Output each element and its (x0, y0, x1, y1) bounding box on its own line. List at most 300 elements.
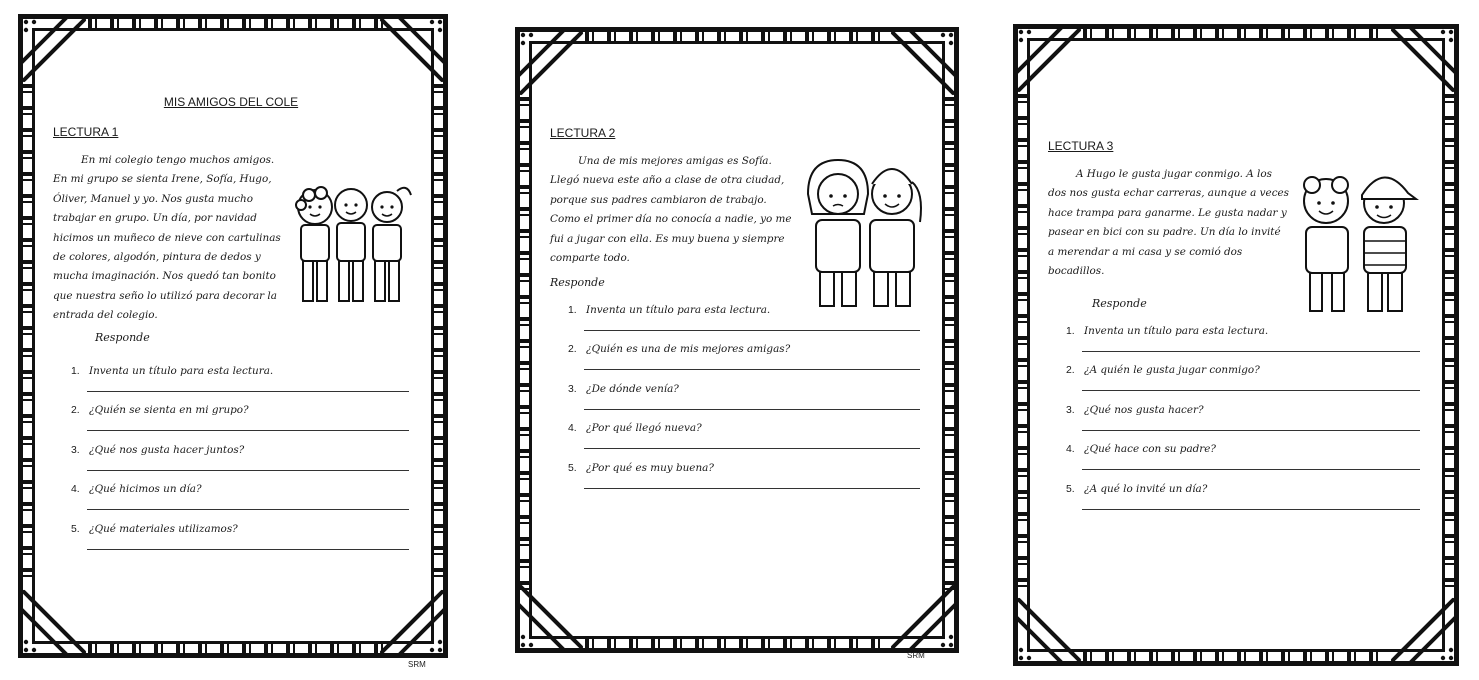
border-stripe (21, 392, 32, 396)
border-stripe (1445, 270, 1456, 274)
border-stripe (761, 639, 765, 650)
border-stripe (1376, 652, 1378, 663)
border-stripe (1090, 652, 1092, 663)
border-stripe (945, 478, 956, 480)
border-stripe (21, 135, 32, 137)
border-stripe (117, 17, 119, 28)
border-stripe (21, 216, 32, 220)
border-stripe (1281, 27, 1285, 38)
border-stripe (176, 17, 180, 28)
border-stripe (1016, 211, 1027, 213)
question-item (1066, 325, 1420, 337)
border-stripe (242, 17, 246, 28)
border-stripe (434, 546, 445, 550)
border-stripe (673, 30, 677, 41)
border-stripe (434, 333, 445, 335)
answer-line[interactable] (1082, 509, 1420, 510)
border-stripe (1016, 446, 1027, 450)
reading-heading: LECTURA 3 (1048, 139, 1114, 153)
border-stripe (1134, 27, 1136, 38)
border-stripe (1200, 27, 1202, 38)
border-stripe (739, 639, 743, 650)
border-stripe (434, 84, 445, 88)
reading-heading: LECTURA 2 (550, 126, 616, 140)
border-stripe (945, 427, 956, 431)
border-stripe (154, 17, 158, 28)
border-stripe (434, 106, 445, 110)
border-stripe (518, 449, 529, 453)
border-stripe (945, 258, 956, 260)
border-stripe (434, 348, 445, 352)
border-stripe (21, 399, 32, 401)
responde-label: Responde (1092, 297, 1147, 310)
border-stripe (21, 194, 32, 198)
border-stripe (1016, 512, 1027, 516)
border-stripe (21, 128, 32, 132)
border-stripe (434, 238, 445, 242)
question-text: ¿De dónde venía? (586, 382, 679, 395)
corner-brace (1389, 596, 1459, 666)
border-stripe (434, 553, 445, 555)
border-stripe (1445, 490, 1456, 494)
border-stripe (945, 471, 956, 475)
border-stripe (518, 163, 529, 167)
border-stripe (1445, 556, 1456, 560)
border-stripe (518, 258, 529, 260)
border-stripe (702, 30, 704, 41)
worksheet-lectura-3 (1013, 24, 1459, 666)
border-stripe (812, 639, 814, 650)
question-text: ¿A qué lo invité un día? (1084, 482, 1208, 495)
border-stripe (21, 414, 32, 418)
border-stripe (945, 368, 956, 370)
answer-line[interactable] (87, 430, 409, 431)
border-stripe (110, 644, 114, 655)
author-credit: SRM (408, 660, 426, 669)
border-stripe (1303, 652, 1307, 663)
border-stripe (945, 346, 956, 348)
answer-line[interactable] (584, 330, 920, 331)
question-number: 1. (568, 305, 577, 316)
border-stripe (636, 30, 638, 41)
border-stripe (1016, 204, 1027, 208)
answer-line[interactable] (1082, 469, 1420, 470)
border-stripe (1445, 314, 1456, 318)
border-stripe (1445, 409, 1456, 411)
border-stripe (1016, 424, 1027, 428)
question-item (71, 444, 409, 456)
answer-line[interactable] (87, 509, 409, 510)
border-stripe (1445, 585, 1456, 587)
border-stripe (1127, 652, 1131, 663)
border-stripe (518, 317, 529, 321)
question-number: 1. (71, 366, 80, 377)
border-stripe (768, 639, 770, 650)
border-stripe (434, 179, 445, 181)
border-stripe (21, 157, 32, 159)
border-stripe (1445, 475, 1456, 477)
border-stripe (1445, 138, 1456, 142)
border-stripe (205, 644, 207, 655)
border-stripe (434, 91, 445, 93)
border-stripe (1445, 101, 1456, 103)
question-item (71, 404, 409, 416)
border-stripe (1244, 27, 1246, 38)
question-number: 2. (568, 344, 577, 356)
border-stripe (518, 434, 529, 436)
border-stripe (945, 97, 956, 101)
corner-brace (1389, 24, 1459, 94)
border-stripe (293, 644, 295, 655)
border-stripe (585, 30, 589, 41)
border-stripe (1445, 145, 1456, 147)
question-item (71, 483, 409, 495)
border-stripe (227, 644, 229, 655)
border-stripe (1445, 321, 1456, 323)
border-stripe (1288, 27, 1290, 38)
border-stripe (434, 355, 445, 357)
border-stripe (21, 568, 32, 572)
border-stripe (1016, 116, 1027, 120)
border-stripe (1105, 27, 1109, 38)
border-stripe (117, 644, 119, 655)
border-stripe (849, 639, 853, 650)
border-stripe (518, 192, 529, 194)
border-stripe (1325, 27, 1329, 38)
border-stripe (1016, 255, 1027, 257)
border-stripe (249, 17, 251, 28)
border-stripe (434, 223, 445, 225)
border-stripe (518, 104, 529, 106)
border-stripe (1237, 27, 1241, 38)
border-stripe (434, 216, 445, 220)
border-stripe (945, 280, 956, 282)
border-stripe (717, 639, 721, 650)
border-stripe (434, 575, 445, 577)
question-item (71, 365, 409, 377)
border-stripe (88, 644, 92, 655)
border-stripe (607, 30, 611, 41)
border-stripe (636, 639, 638, 650)
border-stripe (1445, 402, 1456, 406)
answer-line[interactable] (87, 549, 409, 550)
border-stripe (518, 170, 529, 172)
question-text: Inventa un título para esta lectura. (1084, 325, 1269, 337)
border-stripe (21, 575, 32, 577)
border-stripe (1016, 453, 1027, 455)
answer-line[interactable] (584, 488, 920, 489)
border-stripe (629, 639, 633, 650)
border-stripe (359, 644, 361, 655)
border-stripe (1016, 343, 1027, 345)
question-item (1066, 483, 1420, 495)
border-stripe (1149, 652, 1153, 663)
border-stripe (518, 236, 529, 238)
border-stripe (945, 207, 956, 211)
border-stripe (746, 30, 748, 41)
border-stripe (1445, 343, 1456, 345)
border-stripe (434, 487, 445, 489)
border-stripe (871, 30, 875, 41)
border-stripe (1178, 652, 1180, 663)
border-stripe (827, 639, 831, 650)
border-stripe (945, 456, 956, 458)
border-stripe (945, 500, 956, 502)
border-stripe (220, 17, 224, 28)
border-stripe (21, 377, 32, 379)
page-area (1027, 38, 1445, 652)
border-stripe (21, 436, 32, 440)
border-stripe (434, 443, 445, 445)
border-stripe (518, 471, 529, 475)
border-stripe (1016, 160, 1027, 164)
border-stripe (1347, 27, 1351, 38)
border-stripe (518, 346, 529, 348)
border-stripe (592, 30, 594, 41)
border-stripe (1016, 123, 1027, 125)
question-number: 5. (568, 462, 577, 474)
border-stripe (1445, 94, 1456, 98)
border-stripe (1445, 453, 1456, 455)
border-stripe (518, 412, 529, 414)
border-stripe (518, 478, 529, 480)
border-stripe (805, 639, 809, 650)
border-stripe (945, 544, 956, 546)
border-stripe (1156, 27, 1158, 38)
border-stripe (1445, 182, 1456, 186)
corner-brace (515, 583, 585, 653)
answer-line[interactable] (1082, 430, 1420, 431)
answer-line[interactable] (584, 409, 920, 410)
border-stripe (286, 644, 290, 655)
border-stripe (434, 201, 445, 203)
border-stripe (945, 434, 956, 436)
border-stripe (1016, 358, 1027, 362)
border-stripe (1369, 652, 1373, 663)
answer-line[interactable] (584, 448, 920, 449)
border-stripe (945, 361, 956, 365)
border-stripe (1445, 541, 1456, 543)
border-stripe (1016, 490, 1027, 494)
border-stripe (945, 104, 956, 106)
corner-brace (515, 27, 585, 97)
border-stripe (518, 207, 529, 211)
border-stripe (1259, 652, 1263, 663)
border-stripe (1266, 27, 1268, 38)
border-stripe (434, 458, 445, 462)
question-text: ¿Qué hicimos un día? (89, 483, 202, 496)
border-stripe (1090, 27, 1092, 38)
border-stripe (1445, 387, 1456, 389)
border-stripe (1016, 431, 1027, 433)
border-stripe (1083, 652, 1087, 663)
border-stripe (434, 113, 445, 115)
border-stripe (1016, 277, 1027, 279)
border-stripe (434, 436, 445, 440)
border-stripe (518, 368, 529, 370)
border-stripe (1127, 27, 1131, 38)
border-stripe (1445, 380, 1456, 384)
border-stripe (518, 251, 529, 255)
border-stripe (945, 148, 956, 150)
border-stripe (21, 91, 32, 93)
border-stripe (945, 317, 956, 321)
border-stripe (1016, 336, 1027, 340)
border-stripe (1303, 27, 1307, 38)
answer-line[interactable] (87, 391, 409, 392)
answer-line[interactable] (1082, 390, 1420, 391)
border-stripe (1445, 167, 1456, 169)
border-stripe (1445, 204, 1456, 208)
border-stripe (945, 236, 956, 238)
border-stripe (1016, 585, 1027, 587)
question-number: 5. (71, 523, 80, 535)
border-stripe (1325, 652, 1329, 663)
border-stripe (176, 644, 180, 655)
border-stripe (518, 185, 529, 189)
border-stripe (518, 566, 529, 568)
border-stripe (1445, 358, 1456, 362)
reading-heading: LECTURA 1 (53, 125, 119, 139)
border-stripe (1445, 233, 1456, 235)
question-number: 5. (1066, 483, 1075, 495)
border-stripe (518, 383, 529, 387)
border-stripe (871, 639, 875, 650)
border-stripe (1016, 519, 1027, 521)
corner-brace (18, 14, 88, 84)
border-stripe (702, 639, 704, 650)
border-stripe (1016, 578, 1027, 582)
question-text: ¿Qué hace con su padre? (1084, 443, 1216, 456)
border-stripe (585, 639, 589, 650)
question-number: 1. (1066, 326, 1075, 337)
question-text: ¿Qué nos gusta hacer juntos? (89, 443, 245, 456)
question-text: ¿Qué materiales utilizamos? (89, 522, 238, 535)
border-stripe (271, 644, 273, 655)
border-stripe (434, 172, 445, 176)
border-stripe (1215, 652, 1219, 663)
border-stripe (337, 17, 339, 28)
corner-brace (378, 14, 448, 84)
border-stripe (1445, 578, 1456, 582)
border-stripe (518, 229, 529, 233)
border-stripe (945, 449, 956, 453)
border-stripe (629, 30, 633, 41)
border-stripe (945, 515, 956, 519)
border-stripe (945, 185, 956, 189)
border-stripe (518, 515, 529, 519)
border-stripe (945, 537, 956, 541)
border-stripe (945, 295, 956, 299)
border-stripe (21, 333, 32, 335)
border-stripe (434, 377, 445, 379)
border-stripe (1171, 652, 1175, 663)
answer-line[interactable] (1082, 351, 1420, 352)
question-item (568, 462, 920, 474)
question-item (568, 343, 920, 355)
border-stripe (1445, 446, 1456, 450)
border-stripe (746, 639, 748, 650)
reading-paragraph: En mi colegio tengo muchos amigos. En mi grupo se sienta Irene, Sofía, Hugo, Óliver, Manuel y yo. Nos gusta mucho trabajar en grupo. Un día, por navidad hicimos un muñeco de nieve con cartulinas de colores, algodón, pintura de dedos y mucha imaginación. Nos quedó tan bonito que nuestra seño lo utilizó para decorar la entrada del colegio. (53, 154, 281, 322)
border-stripe (434, 502, 445, 506)
border-stripe (856, 30, 858, 41)
border-stripe (1445, 365, 1456, 367)
border-stripe (614, 639, 616, 650)
answer-line[interactable] (87, 470, 409, 471)
border-stripe (183, 17, 185, 28)
border-stripe (878, 639, 880, 650)
reading-paragraph: A Hugo le gusta jugar conmigo. A los dos nos gusta echar carreras, aunque a veces hace trampa para ganarme. Le gusta nadar y pasear en bici con su padre. Un día lo invité a merendar a mi casa y se comió dos bocadillos. (1048, 168, 1289, 278)
border-stripe (434, 157, 445, 159)
border-stripe (110, 17, 114, 28)
border-stripe (1016, 402, 1027, 406)
answer-line[interactable] (584, 369, 920, 370)
border-stripe (1016, 145, 1027, 147)
border-stripe (518, 559, 529, 563)
border-stripe (945, 126, 956, 128)
border-stripe (518, 361, 529, 365)
border-stripe (1134, 652, 1136, 663)
border-stripe (945, 251, 956, 255)
border-stripe (21, 289, 32, 291)
border-stripe (1016, 138, 1027, 142)
border-stripe (434, 370, 445, 374)
question-text: Inventa un título para esta lectura. (586, 304, 771, 316)
border-stripe (518, 214, 529, 216)
border-stripe (518, 456, 529, 458)
border-stripe (1445, 211, 1456, 213)
border-stripe (434, 524, 445, 528)
border-stripe (812, 30, 814, 41)
border-stripe (518, 522, 529, 524)
border-stripe (651, 639, 655, 650)
border-stripe (724, 30, 726, 41)
border-stripe (139, 644, 141, 655)
border-stripe (518, 537, 529, 541)
border-stripe (1369, 27, 1373, 38)
children-illustration (798, 154, 932, 314)
worksheet-lectura-2 (515, 27, 959, 660)
border-stripe (658, 30, 660, 41)
border-stripe (1445, 563, 1456, 565)
border-stripe (1016, 270, 1027, 274)
question-number: 4. (1066, 444, 1075, 456)
border-stripe (1016, 409, 1027, 411)
border-stripe (1445, 123, 1456, 125)
border-stripe (783, 30, 787, 41)
border-stripe (945, 405, 956, 409)
border-stripe (680, 639, 682, 650)
border-stripe (945, 383, 956, 387)
border-stripe (434, 245, 445, 247)
border-stripe (434, 128, 445, 132)
border-stripe (945, 273, 956, 277)
border-stripe (518, 427, 529, 431)
border-stripe (1310, 652, 1312, 663)
border-stripe (434, 267, 445, 269)
question-item (1066, 404, 1420, 416)
page-title: MIS AMIGOS DEL COLE (163, 95, 299, 109)
border-stripe (21, 421, 32, 423)
border-stripe (945, 163, 956, 167)
border-stripe (264, 17, 268, 28)
question-item (71, 523, 409, 535)
border-stripe (21, 282, 32, 286)
border-stripe (21, 113, 32, 115)
border-stripe (21, 524, 32, 528)
border-stripe (434, 531, 445, 533)
border-stripe (139, 17, 141, 28)
